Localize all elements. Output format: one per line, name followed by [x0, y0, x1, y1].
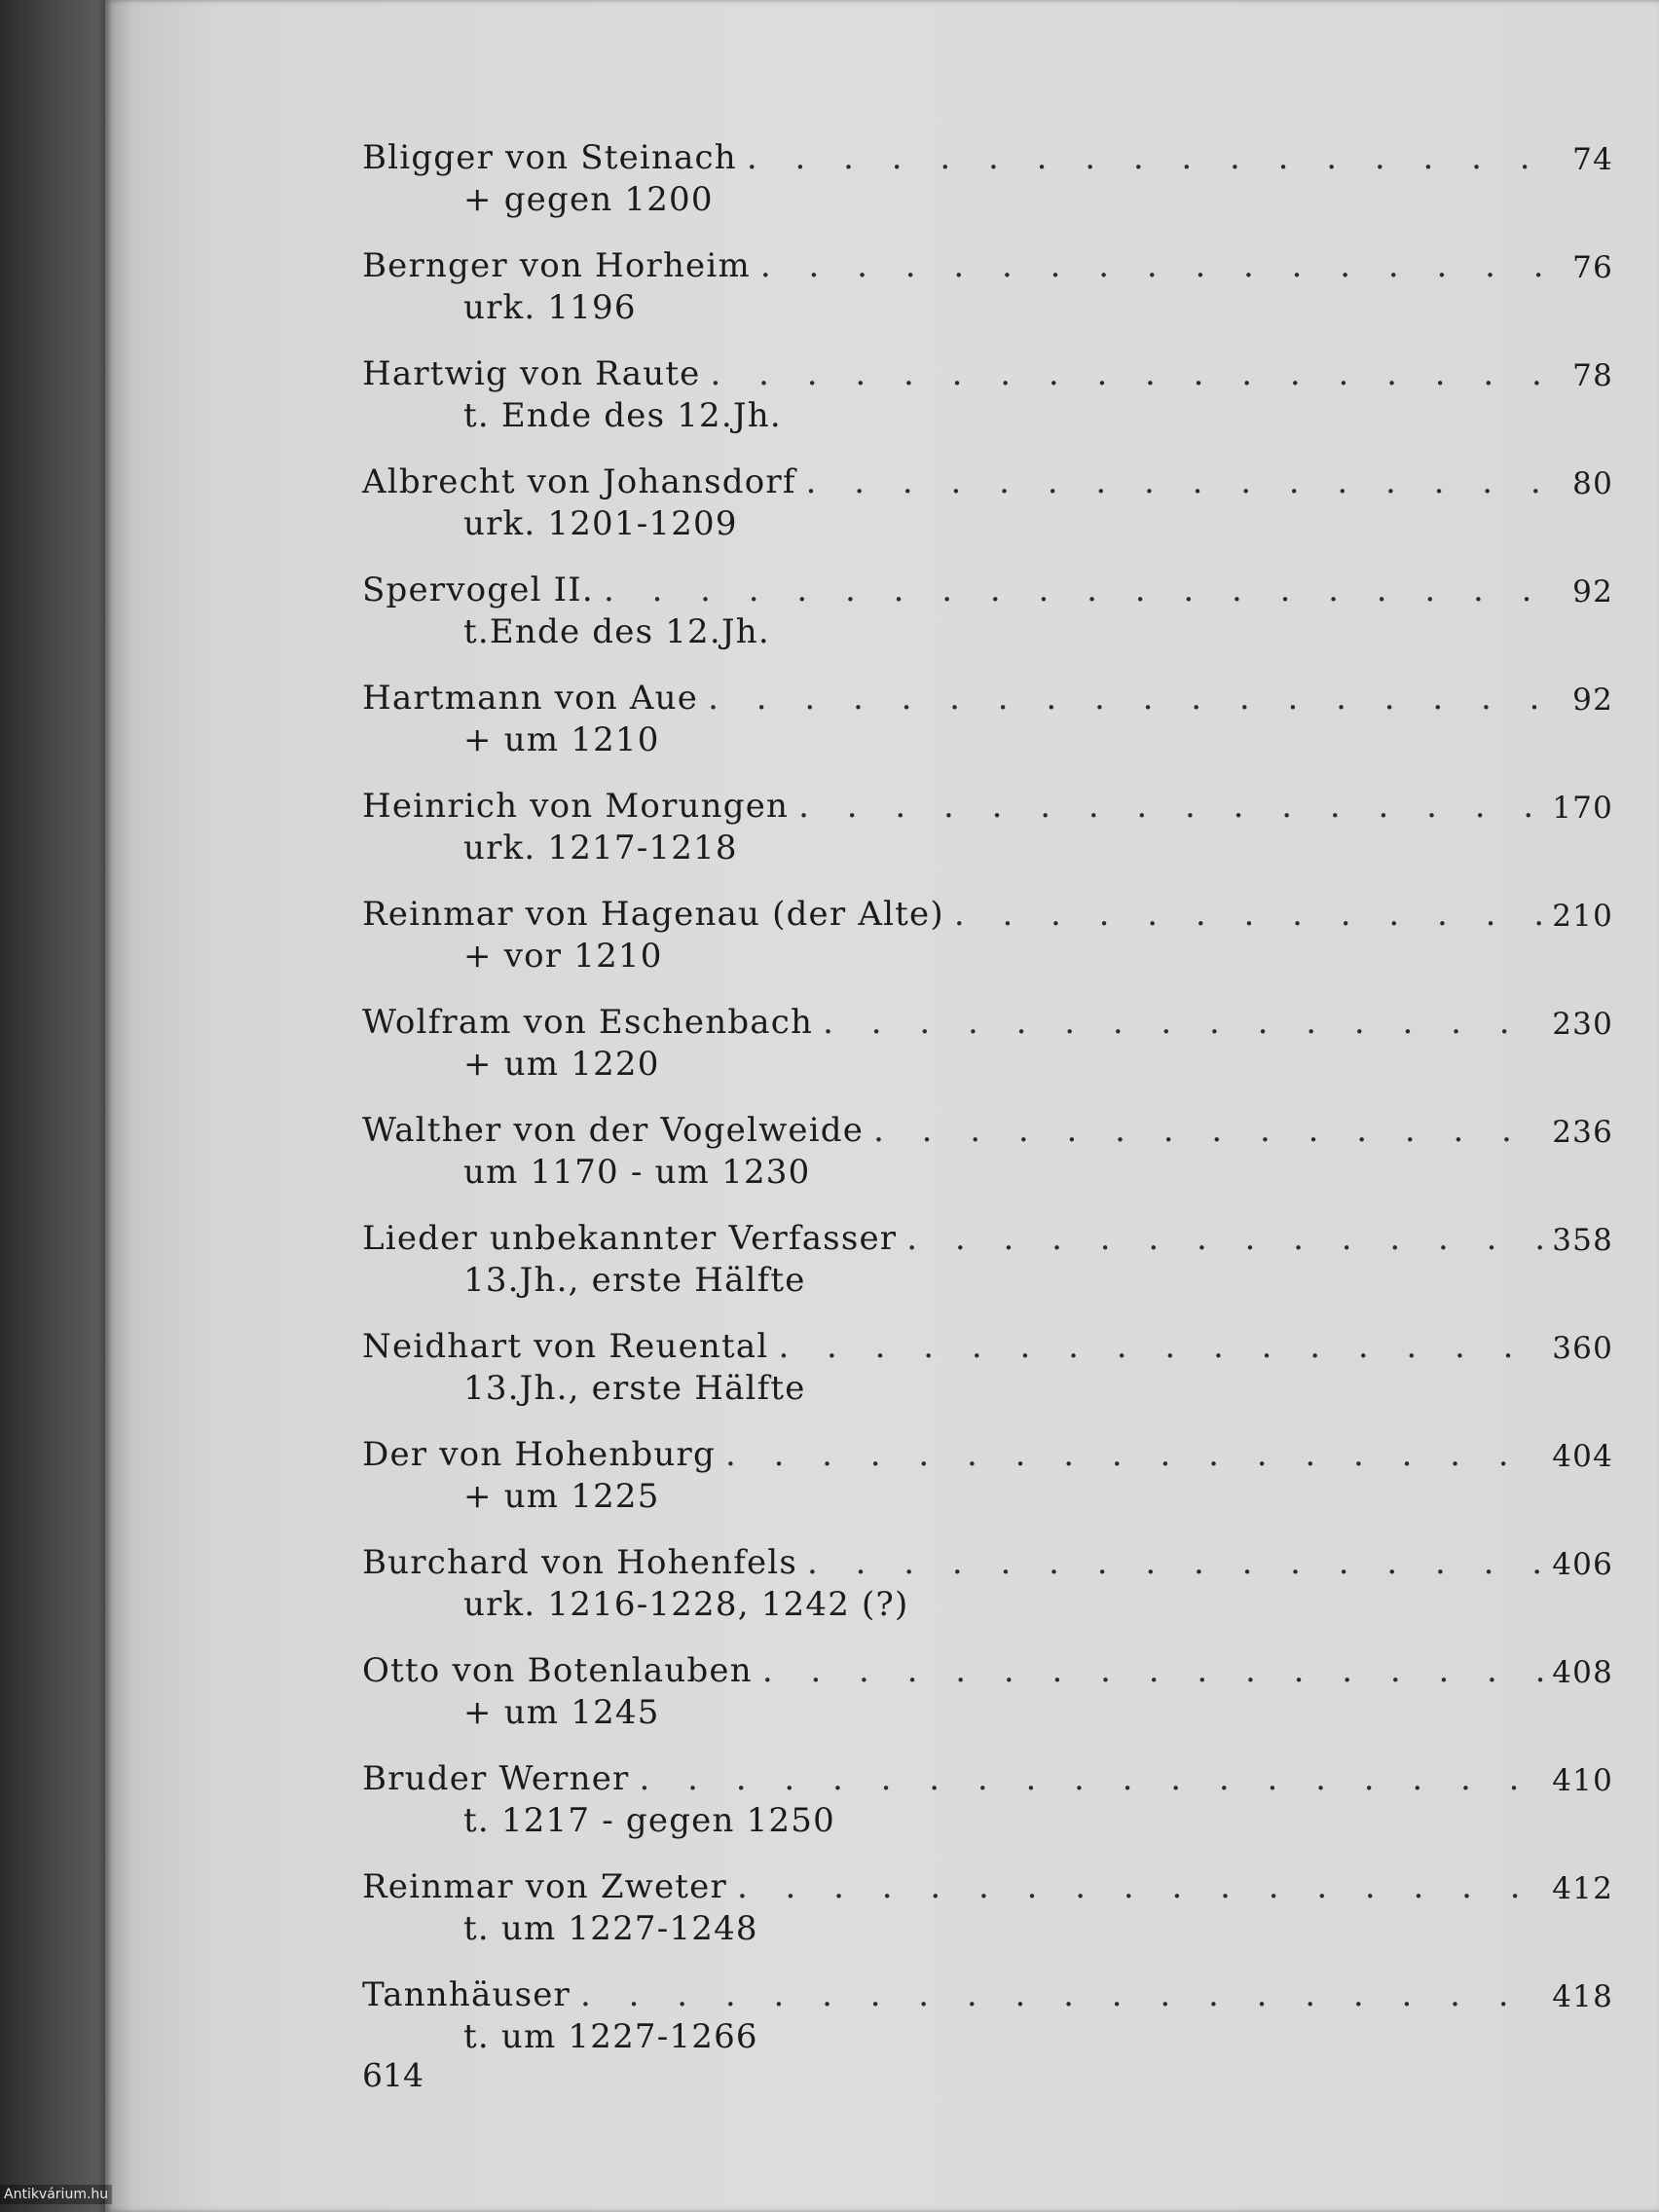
toc-entry-main-line	[362, 345, 1613, 393]
toc-entry-12	[362, 1317, 1613, 1425]
page-number: 92	[1572, 682, 1613, 718]
author-name: Spervogel II.	[362, 571, 594, 609]
author-name: Bruder Werner	[362, 1759, 630, 1798]
dot-leader	[711, 354, 1551, 393]
author-name: Lieder unbekannter Verfasser	[362, 1219, 898, 1258]
watermark: Antikvárium.hu	[0, 2185, 112, 2204]
toc-entry-main-line	[362, 777, 1613, 826]
page-number: 76	[1572, 250, 1613, 285]
author-date: t. Ende des 12.Jh.	[463, 396, 782, 435]
author-name: Walther von der Vogelweide	[362, 1111, 865, 1150]
dot-leader	[708, 679, 1551, 718]
author-name: Otto von Botenlauben	[362, 1651, 753, 1690]
author-date: 13.Jh., erste Hälfte	[463, 1261, 806, 1300]
dot-leader	[823, 1003, 1546, 1042]
author-name: Reinmar von Zweter	[362, 1867, 727, 1906]
toc-entry-10	[362, 1101, 1613, 1209]
folio-number: 614	[362, 2056, 424, 2094]
toc-entry-main-line	[362, 1750, 1613, 1798]
author-name: Bernger von Horheim	[362, 246, 751, 285]
table-of-contents	[362, 129, 1613, 2074]
toc-entry-1	[362, 129, 1613, 237]
page-number: 92	[1572, 574, 1613, 609]
page-number: 78	[1572, 358, 1613, 393]
toc-entry-main-line	[362, 1533, 1613, 1582]
author-date: urk. 1216-1228, 1242 (?)	[463, 1585, 909, 1624]
page-number: 230	[1552, 1007, 1613, 1042]
dot-leader	[873, 1111, 1546, 1150]
author-name: Tannhäuser	[362, 1975, 571, 2014]
toc-entry-14	[362, 1533, 1613, 1641]
page-number: 170	[1552, 791, 1613, 826]
page-number: 236	[1552, 1115, 1613, 1150]
dot-leader	[806, 462, 1551, 501]
toc-entry-main-line	[362, 1209, 1613, 1258]
author-name: Bligger von Steinach	[362, 138, 737, 177]
toc-entry-main-line	[362, 561, 1613, 609]
author-date: urk. 1217-1218	[463, 829, 738, 867]
author-date: t. um 1227-1248	[463, 1909, 758, 1948]
toc-entry-main-line	[362, 1966, 1613, 2014]
toc-entry-8	[362, 885, 1613, 993]
dot-leader	[640, 1759, 1547, 1798]
author-name: Der von Hohenburg	[362, 1435, 716, 1474]
page-number: 358	[1552, 1223, 1613, 1258]
dot-leader	[737, 1867, 1546, 1906]
author-date: + vor 1210	[463, 937, 663, 976]
author-name: Albrecht von Johansdorf	[362, 462, 796, 501]
toc-entry-6	[362, 669, 1613, 777]
author-date: um 1170 - um 1230	[463, 1153, 811, 1192]
toc-entry-2	[362, 237, 1613, 345]
toc-entry-main-line	[362, 1641, 1613, 1690]
toc-entry-17	[362, 1858, 1613, 1966]
author-date: urk. 1196	[463, 288, 637, 327]
dot-leader	[725, 1435, 1546, 1474]
dot-leader	[798, 787, 1546, 826]
dot-leader	[762, 1651, 1546, 1690]
page-number: 408	[1552, 1655, 1613, 1690]
toc-entry-4	[362, 453, 1613, 561]
toc-entry-main-line	[362, 453, 1613, 501]
toc-entry-main-line	[362, 1317, 1613, 1366]
page-number: 360	[1552, 1331, 1613, 1366]
toc-entry-main-line	[362, 885, 1613, 934]
author-name: Reinmar von Hagenau (der Alte)	[362, 895, 944, 934]
page-number: 412	[1552, 1871, 1613, 1906]
toc-entry-9	[362, 993, 1613, 1101]
author-date: t.Ende des 12.Jh.	[463, 612, 770, 651]
author-date: urk. 1201-1209	[463, 504, 738, 543]
author-date: + um 1245	[463, 1693, 660, 1732]
dot-leader	[747, 138, 1551, 177]
toc-entry-15	[362, 1641, 1613, 1750]
page-number: 406	[1552, 1547, 1613, 1582]
toc-entry-main-line	[362, 1425, 1613, 1474]
author-date: + um 1210	[463, 720, 660, 759]
toc-entry-3	[362, 345, 1613, 453]
toc-entry-16	[362, 1750, 1613, 1858]
toc-entry-11	[362, 1209, 1613, 1317]
toc-entry-main-line	[362, 237, 1613, 285]
dot-leader	[604, 571, 1551, 609]
page-number: 404	[1552, 1439, 1613, 1474]
toc-entry-18	[362, 1966, 1613, 2074]
author-date: 13.Jh., erste Hälfte	[463, 1369, 806, 1408]
toc-entry-13	[362, 1425, 1613, 1533]
toc-entry-main-line	[362, 993, 1613, 1042]
page-number: 80	[1572, 466, 1613, 501]
author-name: Wolfram von Eschenbach	[362, 1003, 814, 1042]
page-number: 410	[1552, 1763, 1613, 1798]
toc-entry-5	[362, 561, 1613, 669]
author-name: Heinrich von Morungen	[362, 787, 790, 826]
author-date: + gegen 1200	[463, 180, 714, 219]
author-name: Burchard von Hohenfels	[362, 1543, 798, 1582]
author-name: Neidhart von Reuental	[362, 1327, 769, 1366]
author-date: + um 1220	[463, 1045, 660, 1084]
author-date: t. um 1227-1266	[463, 2017, 758, 2056]
toc-entry-main-line	[362, 1101, 1613, 1150]
author-date: t. 1217 - gegen 1250	[463, 1801, 835, 1840]
dot-leader	[906, 1219, 1546, 1258]
dot-leader	[778, 1327, 1546, 1366]
dot-leader	[760, 246, 1551, 285]
dot-leader	[580, 1975, 1546, 2014]
toc-entry-main-line	[362, 669, 1613, 718]
author-date: + um 1225	[463, 1477, 660, 1516]
toc-entry-main-line	[362, 129, 1613, 177]
toc-entry-7	[362, 777, 1613, 885]
author-name: Hartwig von Raute	[362, 354, 701, 393]
page-number: 74	[1572, 142, 1613, 177]
page-number: 210	[1552, 899, 1613, 934]
dot-leader	[807, 1543, 1546, 1582]
author-name: Hartmann von Aue	[362, 679, 699, 718]
toc-entry-main-line	[362, 1858, 1613, 1906]
page-number: 418	[1552, 1979, 1613, 2014]
dot-leader	[954, 895, 1546, 934]
